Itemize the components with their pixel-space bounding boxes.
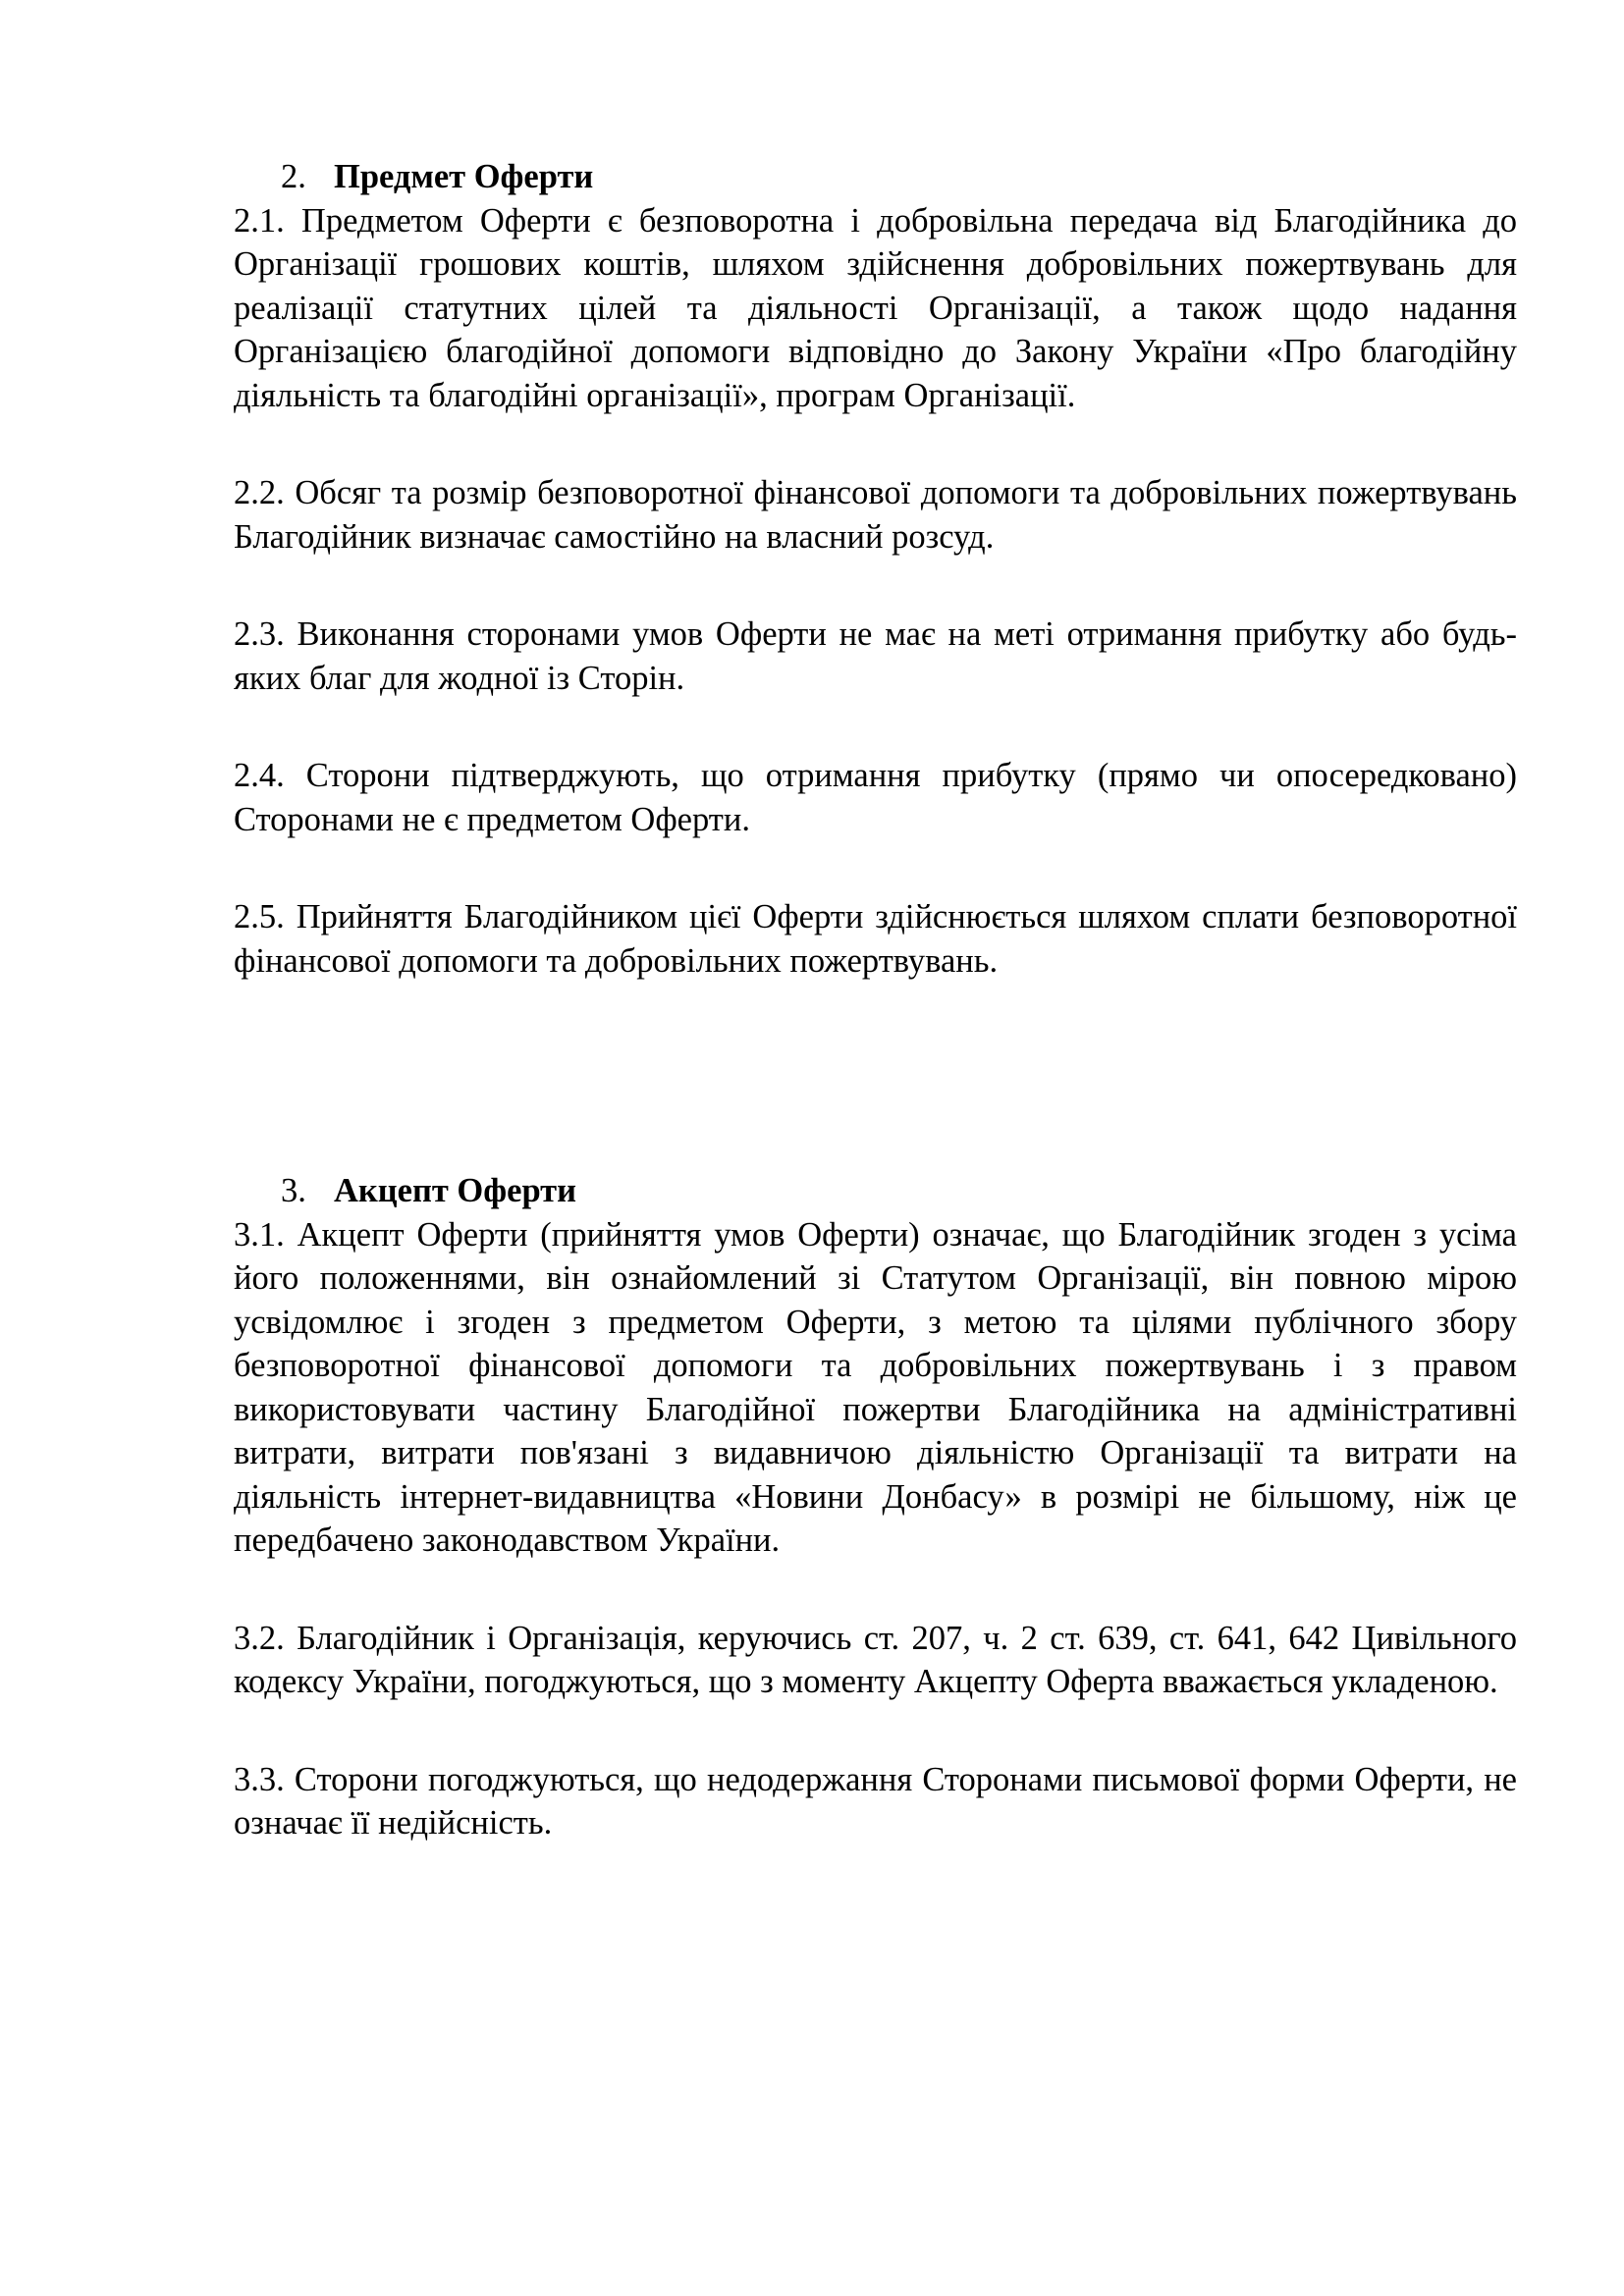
section-2-title: Предмет Оферти <box>334 158 594 195</box>
section-2-number: 2. <box>281 158 306 195</box>
section-3-number: 3. <box>281 1172 306 1209</box>
document-body <box>234 155 1517 1845</box>
clause-2-3: 2.3. Виконання сторонами умов Оферти не має на меті отримання прибутку або будь-яких благ для жодної із Сторін. <box>234 615 1517 697</box>
clause-3-1: 3.1. Акцепт Оферти (прийняття умов Оферти) означає, що Благодійник згоден з усіма його положеннями, він ознайомлений зі Статутом Організації, він повною мірою усвідомлює і згоден з предметом Оферти, з метою та цілями публічного збору безповоротної фінансової допомоги та добровільних пожертвувань і з правом використовувати частину Благодійної пожертви Благодійника на адміністративні витрати, витрати пов'язані з видавничою діяльністю Організації та витрати на діяльність інтернет-видавництва «Новини Донбасу» в розмірі не більшому, ніж це передбачено законодавством України. <box>234 1215 1517 1559</box>
section-2-heading <box>234 155 1517 199</box>
section-3-title: Акцепт Оферти <box>334 1172 577 1209</box>
section-3-heading <box>234 1169 1517 1213</box>
clause-3-2: 3.2. Благодійник і Організація, керуючись ст. 207, ч. 2 ст. 639, ст. 641, 642 Цивільного кодексу України, погоджуються, що з моменту Акцепту Оферта вважається укладеною. <box>234 1619 1517 1700</box>
clause-2-5: 2.5. Прийняття Благодійником цієї Оферти здійснюється шляхом сплати безповоротної фінансової допомоги та добровільних пожертвувань. <box>234 898 1517 980</box>
clause-2-4: 2.4. Сторони підтверджують, що отримання прибутку (прямо чи опосередковано) Сторонами не є предметом Оферти. <box>234 757 1517 838</box>
clause-2-2: 2.2. Обсяг та розмір безповоротної фінансової допомоги та добровільних пожертвувань Благодійник визначає самостійно на власний розсуд. <box>234 474 1517 556</box>
clause-2-1: 2.1. Предметом Оферти є безповоротна і добровільна передача від Благодійника до Організації грошових коштів, шляхом здійснення добровільних пожертвувань для реалізації статутних цілей та діяльності Організації, а також щодо надання Організацією благодійної допомоги відповідно до Закону України «Про благодійну діяльність та благодійні організації», програм Організації. <box>234 201 1517 414</box>
clause-3-3: 3.3. Сторони погоджуються, що недодержання Сторонами письмової форми Оферти, не означає її недійсність. <box>234 1760 1517 1842</box>
